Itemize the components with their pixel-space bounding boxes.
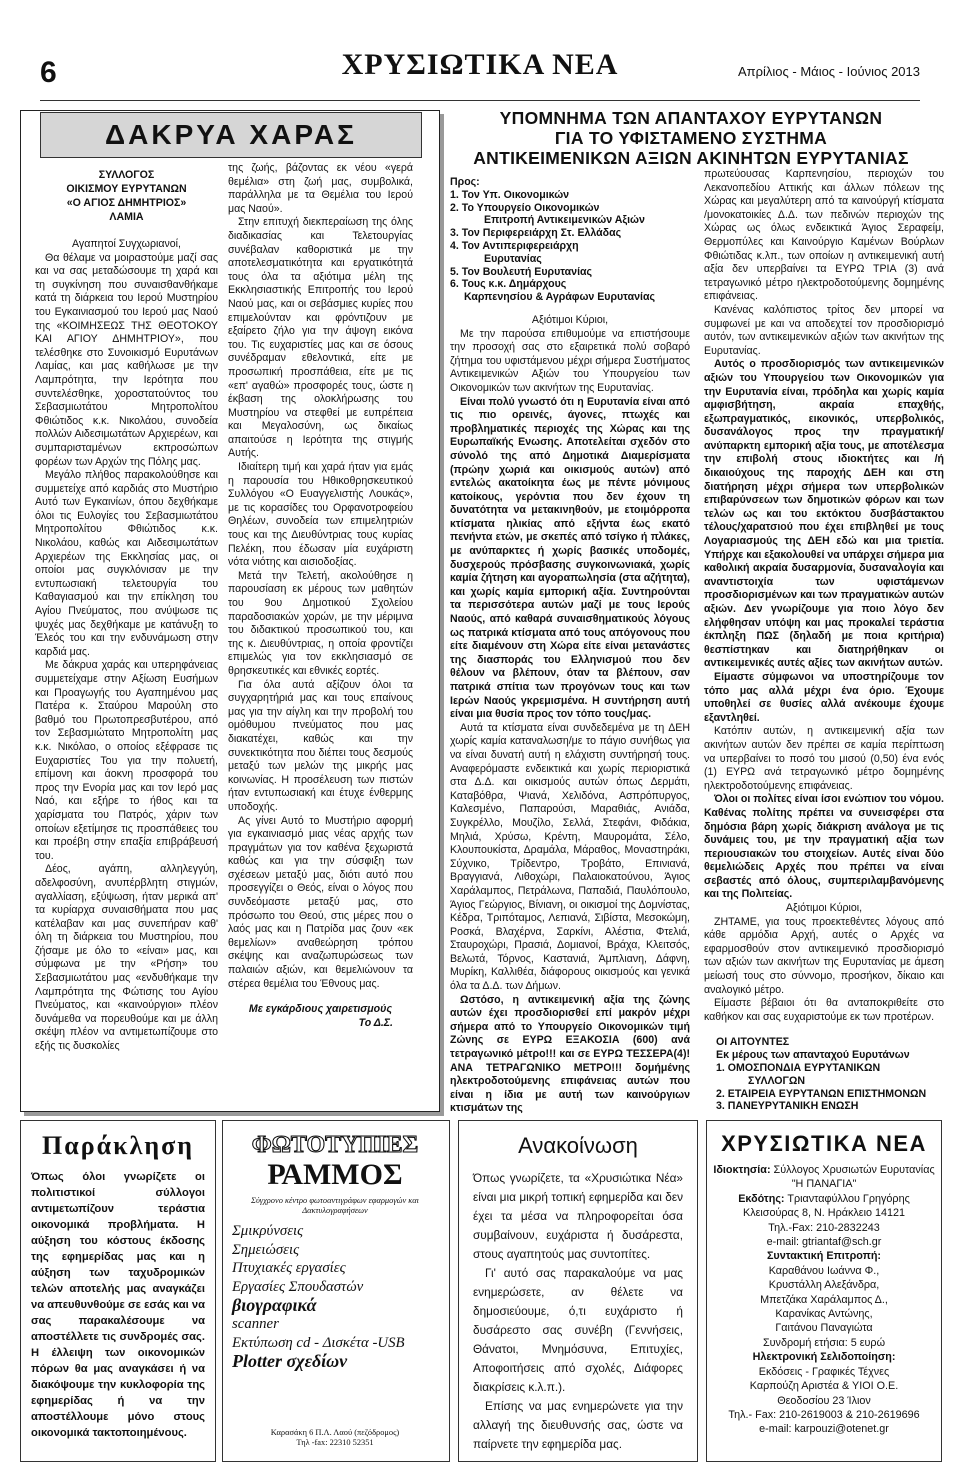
imprint-line <box>707 1163 941 1192</box>
signer: 2. ΕΤΑΙΡΕΙΑ ΕΥΡΥΤΑΝΩΝ ΕΠΙΣΤΗΜΟΝΩΝ <box>716 1087 927 1100</box>
imprint-text: Σύλλογος Χρυσιωτών Ευρυτανίας "Η ΠΑΝΑΓΙΑ" <box>770 1164 935 1191</box>
masthead: ΧΡΥΣΙΩΤΙΚΑ ΝΕΑ <box>341 48 619 81</box>
header-rule <box>40 100 920 101</box>
recipient: 1. Τον Υπ. Οικονομικών <box>450 188 570 201</box>
recipients-label: Προς: <box>450 176 480 188</box>
ad-service: Εργασίες Σπουδαστών <box>232 1278 364 1295</box>
imprint-line <box>707 1293 941 1307</box>
imprint-text: Εκδόσεις - Γραφικές Τέχνες <box>758 1365 890 1378</box>
paragraph: Όλοι οι πολίτες είναι ίσοι ενώπιον του νόμου. Καθένας πολίτης πρέπει να συνεισφέρει στα δημόσια βάρη χωρίς διάκριση ανάλογα με τις δυνάμεις του, με την πραγματική αξία των περιουσιακών του στοιχείων. Αυτές είναι δύο θεμελιώδεις Αρχές που πρέπει να είναι σεβαστές από όλους, συμπεριλαμβανόμενης και της Πολιτείας. <box>704 793 944 901</box>
ad-footer <box>228 1428 442 1448</box>
paragraph: Ας γίνει Αυτό το Μυστήριο αφορμή για εγκαινιασμό μιας νέας αρχής των πραγμάτων για τον καθένα ξεχωριστά καθώς και για την σύσφιξη των σχέσεων μεταξύ μας, διότι αυτό που προσεγγίζει ο Θεός, είναι ο λόγος που συνδεόμαστε μεταξύ μας, στο πρόσωπο του Θεού, στις μέρες που ο λαός μας και η Πατρίδα μας ζουν «εκ θεμελίων» αναθεώρηση τρόπου σκέψης και αναζωπυρώσεως των παλαιών αξιών, και θεμελιώνουν τα στέρεα θεμέλια του Έθνους μας. <box>228 814 413 990</box>
article-title-box <box>40 112 422 158</box>
ad-address: Καρασάκη 6 Π.Λ. Λαού (πεζόδρομος) <box>270 1428 400 1437</box>
imprint-line <box>707 1350 941 1364</box>
recipient: Επιτροπή Αντικειμενικών Αξιών <box>484 214 645 227</box>
paragraph: Αυτός ο προσδιορισμός των αντικειμενικών αξιών του Υπουργείου των Οικονομικών για την Ευρυτανία είναι, πρόδηλα και χωρίς καμία αμφισβήτηση, ακραία επαχθής, εξωπραγματικός, εικονικός, υπερβολικός, δυσανάλογος προς την πραγματική/ανύπαρκτη εμπορική αξία τους, με αποτέλεσμα την επιβολή στους ιδιοκτήτες και /ή δικαιούχους της παροχής ΔΕΗ και στη διατήρηση μέχρι σήμερα των υπερβολικών επιβαρύνσεων των δημοτικών φόρων και των τελών ως και του εκτόκτου δυσβάστακτου τέλους/χαρατσιού που έχει επιβληθεί με τους Λογαριασμούς της ΔΕΗ εδώ και μια τριετία. Υπήρχε και εξακολουθεί να υπάρχει σήμερα μια καθολική ακραία δυσαρμονία, δυσαναλογία και αναντιστοιχία των υφιστάμενων προσδιορισμένων και των πραγματικών αυτών αξιών. Δεν γνωρίζουμε για ποιο λόγο δεν ελήφθησαν υπόψη και μας προκαλεί τεράστια έκπληξη ΠΩΣ (δηλαδή με ποια κριτήρια) θεσπίστηκαν και διατηρήθηκαν οι αντικειμενικές αυτές αξίες των ακινήτων αυτών. <box>704 358 945 670</box>
imprint-label: Εκδότης: <box>738 1192 785 1205</box>
article-title: ΔΑΚΡΥΑ ΧΑΡΑΣ <box>105 119 357 150</box>
paragraph: Μετά την Τελετή, ακολούθησε η παρουσίαση εκ μέρους των μαθητών του 9ου Δημοτικού Σχολείου παραδοσιακών χορών, με την μέριμνα του διδακτικού προσωπικού του, και της κ. Διευθύντριας, η οποία φροντίζει επιμελώς για τον εκκλησιασμό σε θρησκευτικές και εθνικές εορτές. <box>228 569 413 677</box>
recipient: 5. Τον Βουλευτή Ευρυτανίας <box>450 265 593 278</box>
imprint-line <box>707 1365 941 1379</box>
imprint-line <box>707 1321 941 1335</box>
ad-service: βιογραφικά <box>232 1295 317 1316</box>
paragraph: Είναι πολύ γνωστό ότι η Ευρυτανία είναι από τις πιο ορεινές, άγονες, πτωχές και προβληματικές περιοχές της Χώρας και της Ευρωπαϊκής Ενωσης. Αποτελείται σχεδόν στο σύνολό της από Δημοτικά Διαμερίσματα (πρώην χωριά και οικισμούς αυτών) από εντελώς ακατοίκητα έως με πέντε μόνιμους κατοίκους, γερόντια που δεν έχουν τη δυνατότητα να μετακινηθούν, με ετοιμόρροπα κτίσματα ηλικίας από εξήντα έως εκατό πενήντα ετών, με σκεπές από τσίγκο ή πλάκες, με ανύπαρκτες ή χωρίς βασικές υποδομές, δυσχερούς πρόσβασης συγκοινωνιακά, χωρίς καμία ζήτηση και αγοραπωλησία (στα αζήτητα), και χωρίς καμία εμπορική αξία. Συντηρούνται τα περισσότερα αυτών μαζί με τους Ιερούς Ναούς, από καθαρά συναισθηματικούς λόγους ως πατρικά κτίσματα από τους απόγονους που είτε διαμένουν στη Χώρα είτε είναι μετανάστες της διασποράς του Ελληνισμού που δεν θέλουν να βλέπουν, όταν τα βλέπουν, σαν πατρικά σπίτια των προγόνων τους και των Ιερών Ναούς γκρεμισμένα. Η συντήρηση αυτή είναι μια θυσία προς τον τόπο τους/μας. <box>450 395 690 721</box>
signer: ΣΥΛΛΟΓΩΝ <box>748 1074 806 1087</box>
memo-title-line: ΑΝΤΙΚΕΙΜΕΝΙΚΩΝ ΑΞΙΩΝ ΑΚΙΝΗΤΩΝ ΕΥΡΥΤΑΝΙΑΣ <box>473 148 909 168</box>
imprint-line <box>707 1422 941 1436</box>
paragraph: Αυτά τα κτίσματα είναι συνδεδεμένα με τη ΔΕΗ χωρίς καμία καταναλωση/με το πάγιο συνήθως για να είναι δυνατή αυτή η ελάχιστη συντήρησή τους. Αναφερόμαστε ενδεικτικά και χωρίς περιοριστικά στα Δ.Δ. και οικισμούς αυτών όπως Δερμάτι, Καταβόθρα, Ψιανά, Χελιδόνα, Ασπρόπυργος, Καλεσμένο, Παπαρούσι, Μαραθιάς, Ανιάδα, Συγκρέλλο, Μουζίλο, Σελλά, Στεφάνι, Φιδάκια, Μηλιά, Χρύσω, Κρέντη, Μαυρομάτα, Σέλο, Κλουπουκίστα, Δραμάλα, Μάραθος, Μοναστηράκι, Σύχνικο, Τρίδεντρο, Τροβάτο, Επινιανά, Βραγγιανά, Λιθοχώρι, Παλαιοκατούνου, Άγιος Χαράλαμπος, Πετράλωνα, Παπαδιά, Παυλόπουλο, Άγιος Γεώργιος, Βίνιανη, οι οικισμοί της Δομνίστας, Κέδρα, Τριπόταμος, Λεπιανά, Σιβίστα, Μεσοκώμη, Ροσκά, Βλαχέρνα, Σαρκίνι, Αλέστια, Φτελιά, Σταυροχώρι, Πρασιά, Δομιανοί, Βράχα, Κλειτσός, Βελωτά, Τόρνος, Καστανιά, Άμπλιανη, Δάφνη, Μυρίκη, Καλλιθέα, διάφορους οικισμούς και γενικά όλα τα Δ.Δ. των Δήμων. <box>450 721 690 993</box>
imprint-line <box>707 1408 941 1422</box>
paragraph: Με την παρούσα επιθυμούμε να επιστήσουμε την προσοχή σας στο εξαιρετικά πολύ σοβαρό ζήτημα του υφιστάμενου μέχρι σήμερα Συστήματος Αντικειμενικών Αξιών του Υπουργείου των Οικονομικών των ακινήτων της Ευρυτανίας. <box>450 327 690 394</box>
memo-title-line: ΥΠΟΜΝΗΜΑ ΤΩΝ ΑΠΑΝΤΑΧΟΥ ΕΥΡΥΤΑΝΩΝ <box>499 108 883 128</box>
issue-date: Απρίλιος - Μάιος - Ιούνιος 2013 <box>737 64 920 79</box>
signers-subtitle: Εκ μέρους των απανταχού Ευρυτάνων <box>716 1049 910 1062</box>
imprint-line <box>707 1206 941 1220</box>
imprint-lines <box>707 1163 941 1437</box>
imprint-text: Συνδρομή ετήσια: 5 ευρώ <box>762 1336 886 1349</box>
paragraph: Με δάκρυα χαράς και υπερηφάνειας συμμετείχαμε στην Αξίωση Ευσήμων και Προαγωγής του Αγαπημένου μας Πατέρα κ. Σταύρου Μαρούλη στο βαθμό του Πρωτοπρεσβυτέρου, από τον Σεβασμιώτατο Μητροπολίτη μας κ.κ. Νικόλαο, ο οποίος εξέφρασε τις Ευχαριστίες Του για την πολυετή, επίμονη και άοκνη προσφορά του προς την Ενορία μας και τον Ιερό μας Ναό, και εξήρε το ήθος και τα χαρίσματα του Πατρός, χάριν των οποίων εξετίμησε τις προσπάθειες του και προέβη στην επαξία επιβράβευσή του. <box>35 659 218 862</box>
imprint-line <box>707 1336 941 1350</box>
recipient: 3. Τον Περιφερειάρχη Στ. Ελλάδας <box>450 227 622 240</box>
sender-line: ΟΙΚΙΣΜΟΥ ΕΥΡΥΤΑΝΩΝ <box>66 183 187 195</box>
ad-service: Σμικρύνσεις <box>232 1223 304 1239</box>
paragraph: Στην επιτυχή διεκπεραίωση της όλης διαδικασίας και Τελετουργίας συνέβαλαν καθοριστικά με την αποτελεσματικότητα και εργατικότητά τους όλα τα αξιότιμα μέλη της Εκκλησιαστικής Επιτροπής του Ιερού Ναού μας, και οι σεβάσμιες κυρίες που επιμελούνταν και φρόντιζουν με εξαίρετο ζήλο για την άψογη εικόνα του. Τις ευχαριστίες μας και σε όσους συνέδραμαν εθελοντικά, είτε με προσωπική προσπάθεια, είτε με τις «επ' αγαθώ» προσφορές τους, ώστε η έκβαση της ολοκλήρωσης του Μυστηρίου να στεφθεί με ευπρέπεια και Μεγαλοσύνη, ως δικαίως απαιτούσε η Ιερότητα της στιγμής Αυτής. <box>228 216 413 460</box>
paragraph: Για όλα αυτά αξίζουν όλοι τα συγχαρητήριά μας και τους επαίνους μας για την αίγλη και την προβολή του ομόθυμου πνεύματος που μας διακατέχει, καθώς και την συνεκτικότητα που διέπει τους δεσμούς μεταξύ των μελών της μικρής μας κοινωνίας. Η προσέλευση των πιστών ήταν εντυπωσιακή και έτυχε ένθερμης υποδοχής. <box>228 678 413 813</box>
paragraph: Κατόπιν αυτών, η αντικειμενική αξία των ακινήτων αυτών δεν πρέπει σε καμία περίπτωση να υπερβαίνει το ποσό του μισού (0,50) ένα ενός (1) ΕΥΡΩ ανά τετραγωνικό μέτρο δομημένης ηλεκτροδοτούμενης επιφάνειας. <box>704 725 944 792</box>
memo-title-line: ΓΙΑ ΤΟ ΥΦΙΣΤΑΜΕΝΟ ΣΥΣΤΗΜΑ <box>554 128 828 148</box>
paragraph: Ιδιαίτερη τιμή και χαρά ήταν για εμάς η παρουσία του Ηθικοθρησκευτικού Συλλόγου «Ο Ευαγγελιστής Λουκάς», με τις κορασίδες του Ορφανοτροφείου Θηλέων, συνοδεία των επιμελητριών τους και της Διευθύντριας τους κυρίας Πελέκη, που έδωσαν μία ευχάριστη νότα νιότης και αισιοδοξίας. <box>228 461 413 569</box>
ad-subtitle: Σύγχρονο κέντρο φωτοαντιγράφων εφαρμογών και Δακτυλογραφήσεων <box>250 1196 420 1215</box>
appeal-title: Παράκληση <box>41 1131 195 1160</box>
imprint-text: Μπετζάκα Χαράλαμπος Δ., <box>760 1293 888 1306</box>
signers-block <box>704 1036 944 1113</box>
paragraph: ΖΗΤΑΜΕ, για τους προεκτεθέντες λόγους από κάθε αρμόδια Αρχή, αυτές ο Αρχές να εφαρμοσθούν στον αντικειμενικό προσδιορισμό των αξιών των ακινήτων της Ευρυτανίας με άμεση μείωσή τους στο σύννομο, προσήκον, δίκαιο και αναλογικό μέτρο. <box>704 915 944 996</box>
imprint-text: Κρυστάλλη Αλεξάνδρα, <box>768 1279 880 1292</box>
paragraph: Θα θέλαμε να μοιραστούμε μαζί σας και να σας μεταδώσουμε τη χαρά και τη συγκίνηση που συναισθανθήκαμε κατά τη διάρκεια του Ιερού Μυστηρίου του Εγκαινιασμού του Ιερού μας Ναού της «ΚΟΙΜΗΣΕΩΣ ΤΗΣ ΘΕΟΤΟΚΟΥ ΚΑΙ ΑΓΙΟΥ ΔΗΜΗΤΡΙΟΥ», που τελέσθηκε στο Συνοικισμό Ευρυτάνων Λαμίας, και μας καθήλωσε με την Λαμπρότητα, την Ιερότητα που συντελέσθηκε, χοροστατούντος του Σεβασμιωτάτου Μητροπολίτου Φθιώτιδος κ.κ. Νικολάου, συνοδεία πολλών Αιδεσιμωτάτων Αρχιερέων, και συμπαρισταμένων εκπροσώπων φορέων των Αρχών της Πόλης μας. <box>35 251 218 468</box>
salutation: Αξιότιμοι Κύριοι, <box>531 313 609 326</box>
paragraph: Ωστόσο, η αντικειμενική αξία της ζώνης αυτών έχει προσδιορισθεί επί μακρόν μέχρι σήμερα από το Υπουργείο Οικονομικών τιμή Ζώνης σε ΕΥΡΩ ΕΞΑΚΟΣΙΑ (600) ανά τετραγωνικό μέτρο!!! και σε ΕΥΡΩ ΤΕΣΣΕΡΑ(4)! ΑΝΑ ΤΕΤΡΑΓΩΝΙΚΟ ΜΕΤΡΟ!!! δομήμένης ηλεκτροδοτούμενης επιφάνειας αυτών που είναι η ίδια με αυτή των καινούργιων κτισμάτων της <box>450 993 690 1115</box>
imprint-line <box>707 1307 941 1321</box>
ad-service: Σημειώσεις <box>232 1241 300 1258</box>
paragraph: Είμαστε σύμφωνοι να υποστηρίζουμε τον τόπο μας αλλά μέχρι ένα όριο. Έχουμε υποθηλεί σε θυσίες αλλά ανέκουμε έχουμε εξαντληθεί. <box>704 670 944 724</box>
imprint-text: Τηλ.- Fax: 210-2619003 & 210-2619696 <box>728 1408 920 1421</box>
memo-column-1 <box>450 176 690 1116</box>
memo-column-2 <box>704 168 944 1113</box>
notice-text: Γι' αυτό σας παρακαλούμε να μας ενημερώσετε, αν θέλετε να δημοσιεύουμε, ό,τι ευχάριστο ή δυσάρεστο σας συνέβη (Γεννήσεις, Θάνατοι, Μνημόσυνα, Επιτυχίες, Αποφοιτήσεις από σχολές, Διάφορες διακρίσεις κ.λ.π.). <box>473 1266 683 1394</box>
notice-box <box>458 1120 698 1462</box>
imprint-text: Καραθάνου Ιωάννα Φ., <box>768 1264 880 1277</box>
signer: 1. ΟΜΟΣΠΟΝΔΙΑ ΕΥΡΥΤΑΝΙΚΩΝ <box>716 1062 881 1074</box>
imprint-text: e-mail: gtriantaf@sch.gr <box>766 1236 882 1249</box>
imprint-line <box>707 1394 941 1408</box>
ad-service: Εκτύπωση cd - Δισκέτα -USB <box>232 1334 405 1351</box>
appeal-box <box>20 1120 216 1462</box>
ad-phone: Τηλ -fax: 22310 52351 <box>296 1438 374 1447</box>
imprint-line <box>707 1192 941 1206</box>
ad-logo <box>238 1128 432 1192</box>
imprint-text: Κλεισούρας 8, Ν. Ηράκλειο 14121 <box>743 1207 905 1220</box>
imprint-line <box>707 1221 941 1235</box>
left-article-column-2 <box>228 162 413 1030</box>
imprint-title: ΧΡΥΣΙΩΤΙΚΑ ΝΕΑ <box>721 1131 927 1156</box>
imprint-text: Γαιτάνου Παναγιώτα <box>775 1322 873 1335</box>
notice-text: Επίσης να μας ενημερώνετε για την αλλαγή της διευθυνσής σας, ώστε να παίρνετε την εφημερίδα μας. <box>473 1399 683 1451</box>
imprint-label: Συντακτική Επιτροπή: <box>766 1250 882 1263</box>
ad-logo-top: ΦΩΤΟΤΥΠΙΕΣ <box>251 1132 419 1158</box>
paragraph: Δέος, αγάπη, αλληλεγγύη, αδελφοσύνη, ανυπέρβλητη στιγμών, αγαλλίαση, εξύψωση, ήταν μερικά απ' τα κυρίαρχα συναισθήματα που μας κατέλαβαν και μας συνεπήραν καθ' όλη τη διάρκεια του Μυστηρίου, που ζήσαμε με όλο το «είναι» μας, και σύμφωνα με την «Ρήση» του Σεβασμιωτάτου μας «ενδυθήκαμε την Λαμπρότητα της Φώτισης του Αγίου Πνεύματος, και «καινούργιοι» πλέον δυνάμεθα να πορευθούμε και με άλλη σκέψη πλέον να αντιμετωπίζουμε στο εξής τις δυσκολίες <box>35 863 218 1053</box>
recipient: 4. Τον Αντιπεριφερειάρχη <box>450 239 579 252</box>
imprint-text: e-mail: karpouzi@otenet.gr <box>759 1423 889 1436</box>
page-number: 6 <box>40 56 57 89</box>
memo-title <box>446 108 936 168</box>
imprint-line <box>707 1249 941 1263</box>
ad-service: Plotter σχεδίων <box>232 1351 348 1372</box>
imprint-text: Τριανταφύλλου Γρηγόρης <box>784 1192 910 1205</box>
imprint-text: Τηλ.-Fax: 210-2832243 <box>768 1221 880 1234</box>
notice-title: Ανακοίνωση <box>518 1133 638 1158</box>
imprint-line <box>707 1379 941 1393</box>
paragraph: της ζωής, βάζοντας εκ νέου «γερά θεμέλια» στη ζωή μας, συμβολικά, παράλληλα με τα Θεμέλια του Ιερού μας Ναού». <box>228 162 413 215</box>
recipient: Καρπενησίου & Αγράφων Ευρυτανίας <box>464 291 655 304</box>
ad-services <box>232 1222 442 1371</box>
appeal-text: Όπως όλοι γνωρίζετε οι πολιτιστικοί σύλλογοι αντιμετωπίζουν τεράστια οικονομικά προβλήματα. Η αύξηση του κόστους έκδοσης της εφημερίδας μας και η αύξηση των ταχυδρομικών τελών αποτελής μας αναγκάζει να απευθυνθούμε σε εσάς και να σας παρακαλέσουμε να αποστέλλετε τις συνδρομές σας. Η έλλειψη των οικονομικών πόρων θα μας αναγκάσει ή να διακόψουμε την κυκλοφορία της εφημερίδας ή να την αποστέλλουμε μόνο στους οικονομικά τακτοποιημένους. <box>31 1171 205 1439</box>
sender-line: «Ο ΑΓΙΟΣ ΔΗΜΗΤΡΙΟΣ» <box>66 197 187 209</box>
imprint-line <box>707 1235 941 1249</box>
imprint-line <box>707 1264 941 1278</box>
paragraph: πρωτεύουσας Καρπενησίου, περιοχών του Λεκανοπεδίου Αττικής και άλλων πόλεων της Χώρας και μεγαλύτερη από τα καινούργή κτίσματα /μονοκατοικίες Δ.Δ. των πεδινών περιοχών της Χώρας ως όλως ενδεικτικά Άγιος Σεραφείμ, Θερμοπύλες και Καινούργιο Καμένων Βούρλων Φθιώτιδας κ.λπ., των οποίων η αντικειμενική αυτή αξία δεν υπερβαίνει τα ΕΥΡΩ ΤΡΙΑ (3) ανά τετραγωνικό μέτρο ηλεκτροδοτούμενης δομημένης επιφάνειας. <box>704 168 944 303</box>
imprint-text: Καρανίκας Αντώνης, <box>775 1308 873 1321</box>
recipient: 2. Το Υπουργείο Οικονομικών <box>450 201 600 214</box>
signer: 3. ΠΑΝΕΥΡΥΤΑΝΙΚΗ ΕΝΩΣΗ <box>716 1100 859 1113</box>
signers-label: ΟΙ ΑΙΤΟΥΝΤΕΣ <box>716 1036 790 1049</box>
signature: Το Δ.Σ. <box>358 1016 393 1029</box>
left-article-column-1 <box>35 168 218 1054</box>
salutation: Αγαπητοί Συγχωριανοί, <box>72 238 181 250</box>
salutation: Αξιότιμοι Κύριοι, <box>785 902 863 915</box>
imprint-box <box>706 1120 942 1462</box>
imprint-text: Καρπούζη Αριστέα & ΥΙΟΙ Ο.Ε. <box>749 1380 899 1393</box>
closing: Με εγκάρδιους χαιρετισμούς <box>248 1003 393 1016</box>
imprint-line <box>707 1278 941 1292</box>
ad-service: scanner <box>232 1315 279 1332</box>
recipient: 6. Τους κ.κ. Δημάρχους <box>450 278 567 291</box>
imprint-label: Ηλεκτρονική Σελιδοποίηση: <box>752 1351 896 1364</box>
sender-line: ΛΑΜΙΑ <box>109 211 144 223</box>
recipient: Ευρυτανίας <box>484 252 542 265</box>
imprint-label: Ιδιοκτησία: <box>713 1164 771 1176</box>
ad-logo-bottom: ΡΑΜΜΟΣ <box>267 1158 403 1191</box>
ad-service: Πτυχιακές εργασίες <box>232 1260 346 1277</box>
notice-text: Όπως γνωρίζετε, τα «Χρυσιώτικα Νέα» είναι μια μικρή τοπική εφημερίδα και δεν έχει τα μέσα να πληροφορείται όσα συμβαίνουν, ευχάριστα ή δυσάρεστα, στους αγαπητούς μας συντοπίτες. <box>473 1171 683 1261</box>
paragraph: Είμαστε βέβαιοι ότι θα ανταποκριθείτε στο καθήκον και σας ευχαριστούμε εκ των προτέρων. <box>704 997 944 1023</box>
paragraph: Μεγάλο πλήθος παρακολούθησε και συμμετείχε από καρδιάς στο Μυστήριο Αυτό των Εγκαινίων, όπου δεχθήκαμε όλοι τις Ευλογίες του Σεβασμιωτάτου Μητροπολίτου Φθιώτιδος κ.κ. Νικολάου, καθώς και Αιδεσιμωτάτων Αρχιερέων της Εκκλησίας μας, οι οποίοι μας συγκλόνισαν με την εντυπωσιακή τελετουργία του Καθαγιασμού και την επίκληση του Αγίου Πνεύματος, που ανύψωσε τις ψυχές μας δεχθήκαμε με κατάνυξη το Έλεός του και την ενδυνάμωση στην καρδιά μας. <box>35 469 218 658</box>
imprint-text: Θεοδοσίου 23 Ίλιον <box>777 1394 871 1407</box>
paragraph: Κανένας καλόπιστος τρίτος δεν μπορεί να συμφωνεί με και να αποδεχτεί τον προσδιορισμό αυτόν, των αντικειμενικών αξιών των ακινήτων της Ευρυτανίας. <box>704 303 944 357</box>
sender-line: ΣΥΛΛΟΓΟΣ <box>98 169 155 181</box>
